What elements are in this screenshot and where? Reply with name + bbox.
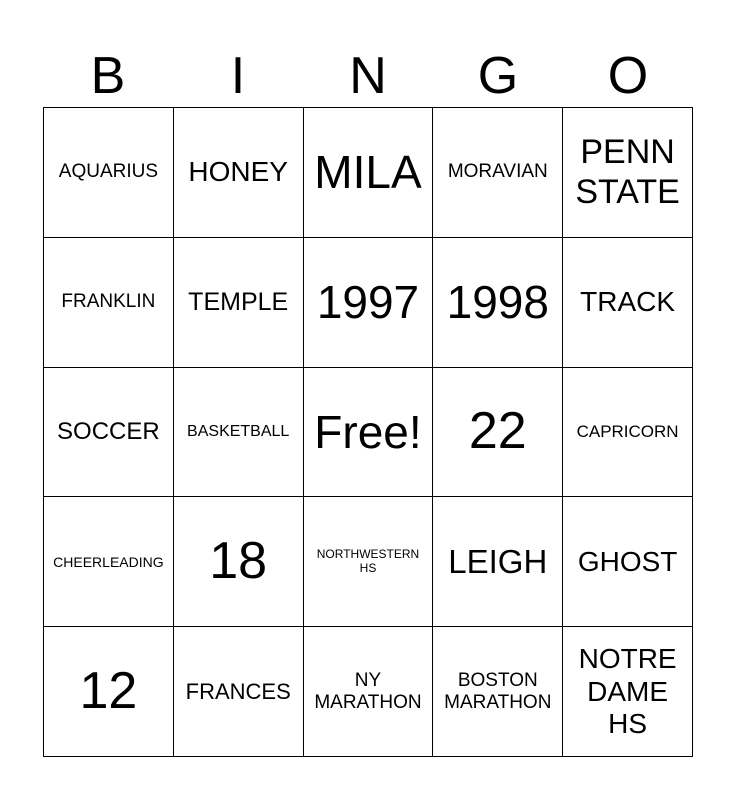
header-letter-o: O [607,47,649,105]
bingo-cell[interactable]: BOSTON MARATHON [433,627,563,757]
header-letter-b: B [90,47,126,105]
bingo-cell[interactable]: CAPRICORN [563,368,693,498]
bingo-header [43,44,693,108]
bingo-cell[interactable]: BASKETBALL [174,368,304,498]
bingo-cell[interactable]: 1997 [304,238,434,368]
bingo-cell[interactable]: NOTRE DAME HS [563,627,693,757]
bingo-board [43,107,693,757]
bingo-cell[interactable]: AQUARIUS [44,108,174,238]
header-letter-g: G [477,47,519,105]
bingo-cell[interactable]: SOCCER [44,368,174,498]
bingo-cell[interactable]: NY MARATHON [304,627,434,757]
bingo-cell[interactable]: TEMPLE [174,238,304,368]
bingo-cell[interactable]: 12 [44,627,174,757]
bingo-cell[interactable]: GHOST [563,497,693,627]
header-letter-n: N [349,47,387,105]
bingo-cell[interactable]: PENN STATE [563,108,693,238]
bingo-cell[interactable]: 18 [174,497,304,627]
bingo-cell[interactable]: FRANCES [174,627,304,757]
bingo-cell[interactable]: MILA [304,108,434,238]
bingo-cell[interactable]: TRACK [563,238,693,368]
bingo-cell[interactable]: 1998 [433,238,563,368]
bingo-cell[interactable]: FRANKLIN [44,238,174,368]
bingo-cell[interactable]: HONEY [174,108,304,238]
header-letter-i: I [230,47,246,105]
free-space-cell[interactable]: Free! [304,368,434,498]
bingo-cell[interactable]: 22 [433,368,563,498]
bingo-cell[interactable]: MORAVIAN [433,108,563,238]
bingo-cell[interactable]: NORTHWESTERN HS [304,497,434,627]
bingo-cell[interactable]: CHEERLEADING [44,497,174,627]
bingo-cell[interactable]: LEIGH [433,497,563,627]
